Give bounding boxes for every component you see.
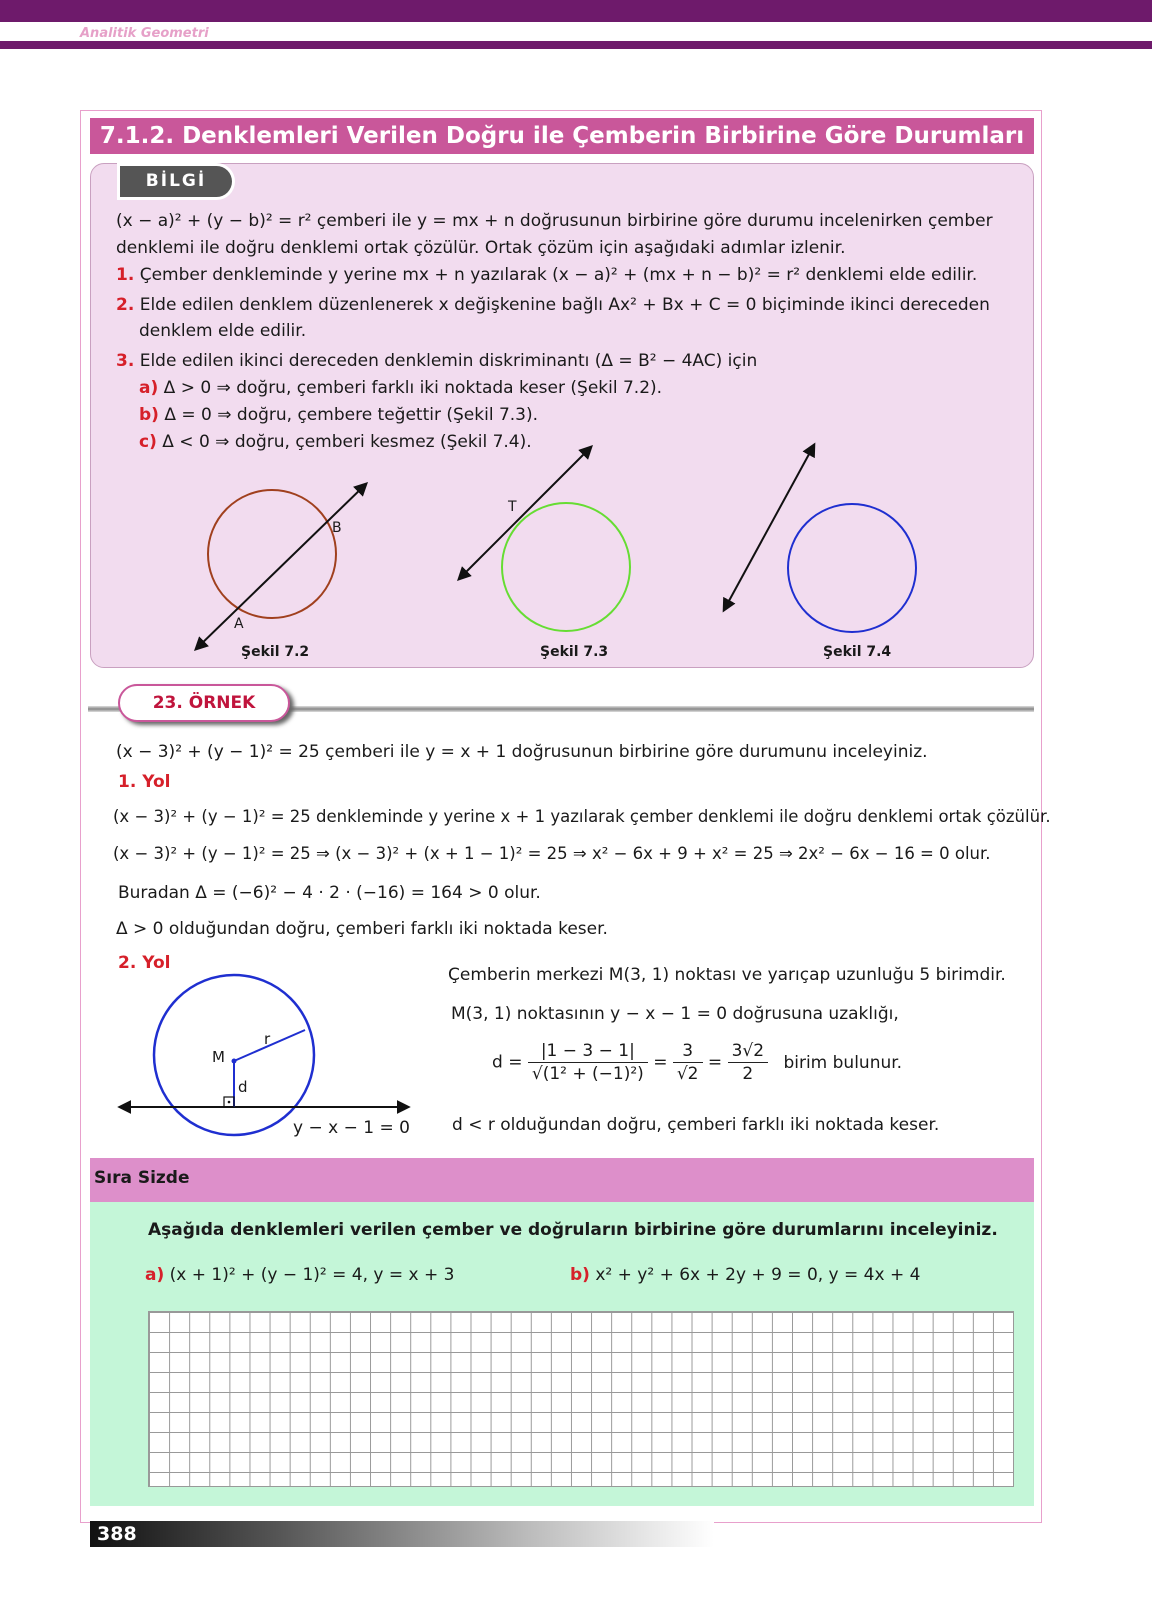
example-circle: [154, 975, 314, 1135]
info-tag: BİLGİ: [120, 166, 232, 197]
solution-1-label: 1. Yol: [118, 772, 171, 792]
page-number: 388: [97, 1523, 137, 1545]
exercise-item-a: a) (x + 1)² + (y − 1)² = 4, y = x + 3: [145, 1265, 455, 1285]
exercise-title: Sıra Sizde: [94, 1168, 190, 1188]
fig2-caption: Şekil 7.3: [540, 644, 609, 660]
fig-label-d: d: [238, 1078, 248, 1096]
info-case-b: b) Δ = 0 ⇒ doğru, çembere teğettir (Şekil 7.3).: [139, 405, 539, 425]
solution-1-step-2: (x − 3)² + (y − 1)² = 25 ⇒ (x − 3)² + (x + 1 − 1)² = 25 ⇒ x² − 6x + 9 + x² = 25 ⇒ 2x² − 6x − 16 = 0 olur.: [113, 844, 991, 863]
fig1-circle: [208, 490, 336, 618]
exercise-header: [90, 1158, 1034, 1202]
solution-1-step-1: (x − 3)² + (y − 1)² = 25 denkleminde y yerine x + 1 yazılarak çember denklemi ile doğru denklemi ortak çözülür.: [113, 807, 1051, 826]
fig2-tangent-line: [459, 447, 591, 579]
intro-line-equation: y = mx + n: [416, 211, 515, 231]
info-step-2-cont: denklem elde edilir.: [139, 321, 307, 341]
section-title: 7.1.2. Denklemleri Verilen Doğru ile Çemberin Birbirine Göre Durumları: [90, 118, 1034, 154]
example-label: 23. ÖRNEK: [118, 684, 290, 722]
figure-7-4: [724, 445, 916, 632]
example-figure: [120, 975, 408, 1135]
fig-label-m: M: [212, 1048, 225, 1066]
fraction-3: $\frac{3√2}{2}$: [728, 1040, 768, 1085]
info-case-a: a) Δ > 0 ⇒ doğru, çemberi farklı iki noktada keser (Şekil 7.2).: [139, 378, 663, 398]
fig3-line: [724, 445, 814, 610]
solution-2-label: 2. Yol: [118, 953, 171, 973]
fig3-circle: [788, 504, 916, 632]
fig2-point-t: T: [508, 499, 517, 515]
solution-1-step-4: Δ > 0 olduğundan doğru, çemberi farklı iki noktada keser.: [116, 919, 608, 939]
info-intro-line1: (x − a)² + (y − b)² = r² çemberi ile y = mx + n doğrusunun birbirine göre durumu incelenirken çember: [116, 211, 993, 231]
fig-line-label: y − x − 1 = 0: [293, 1118, 410, 1138]
fig-label-r: r: [264, 1030, 271, 1048]
example-question: (x − 3)² + (y − 1)² = 25 çemberi ile y = x + 1 doğrusunun birbirine göre durumunu inceleyiniz.: [116, 742, 928, 762]
solution-2-step-1: Çemberin merkezi M(3, 1) noktası ve yarıçap uzunluğu 5 birimdir.: [448, 965, 1006, 985]
info-case-c: c) Δ < 0 ⇒ doğru, çemberi kesmez (Şekil 7.4).: [139, 432, 532, 452]
center-point: [232, 1059, 237, 1064]
exercise-item-b: b) x² + y² + 6x + 2y + 9 = 0, y = 4x + 4: [570, 1265, 921, 1285]
fraction-2: $\frac{3}{√2}$: [673, 1040, 703, 1085]
info-step-1: 1. Çember denkleminde y yerine mx + n yazılarak (x − a)² + (mx + n − b)² = r² denklemi elde edilir.: [116, 265, 978, 285]
fig2-circle: [502, 503, 630, 631]
figure-7-3: [459, 447, 630, 631]
info-intro-line2: denklemi ile doğru denklemi ortak çözülür. Ortak çözüm için aşağıdaki adımlar izlenir.: [116, 238, 846, 258]
info-step-3: 3. Elde edilen ikinci dereceden denklemin diskriminantı (Δ = B² − 4AC) için: [116, 351, 758, 371]
running-title: Analitik Geometri: [80, 26, 209, 41]
distance-formula: d = $\frac{|1 - 3 - 1|}{\text{√(1² + (−1)²)}}$ = $\frac{3}{√2}$ = $\frac{3√2}{2}$ birim bulunur.: [492, 1041, 903, 1084]
answer-grid[interactable]: [148, 1311, 1014, 1487]
fraction-1: $\frac{|1 - 3 - 1|}{\text{√(1² + (−1)²)}}$: [528, 1040, 648, 1085]
solution-1-step-3: Buradan Δ = (−6)² − 4 · 2 · (−16) = 164 > 0 olur.: [118, 883, 541, 903]
exercise-prompt: Aşağıda denklemleri verilen çember ve doğruların birbirine göre durumlarını inceleyiniz.: [148, 1220, 998, 1240]
fig1-caption: Şekil 7.2: [241, 644, 310, 660]
fig1-point-a: A: [234, 616, 244, 632]
solution-2-step-2: M(3, 1) noktasının y − x − 1 = 0 doğrusuna uzaklığı,: [451, 1004, 899, 1024]
fig3-caption: Şekil 7.4: [823, 644, 892, 660]
intro-equation: (x − a)² + (y − b)² = r²: [116, 211, 312, 231]
page-number-bar: [90, 1521, 714, 1547]
solution-2-conclusion: d < r olduğundan doğru, çemberi farklı iki noktada keser.: [452, 1115, 940, 1135]
figure-7-2: [196, 484, 366, 649]
info-step-2: 2. Elde edilen denklem düzenlenerek x değişkenine bağlı Ax² + Bx + C = 0 biçiminde ikinci dereceden: [116, 295, 990, 315]
fig1-point-b: B: [332, 520, 342, 536]
fig1-secant-line: [196, 484, 366, 649]
